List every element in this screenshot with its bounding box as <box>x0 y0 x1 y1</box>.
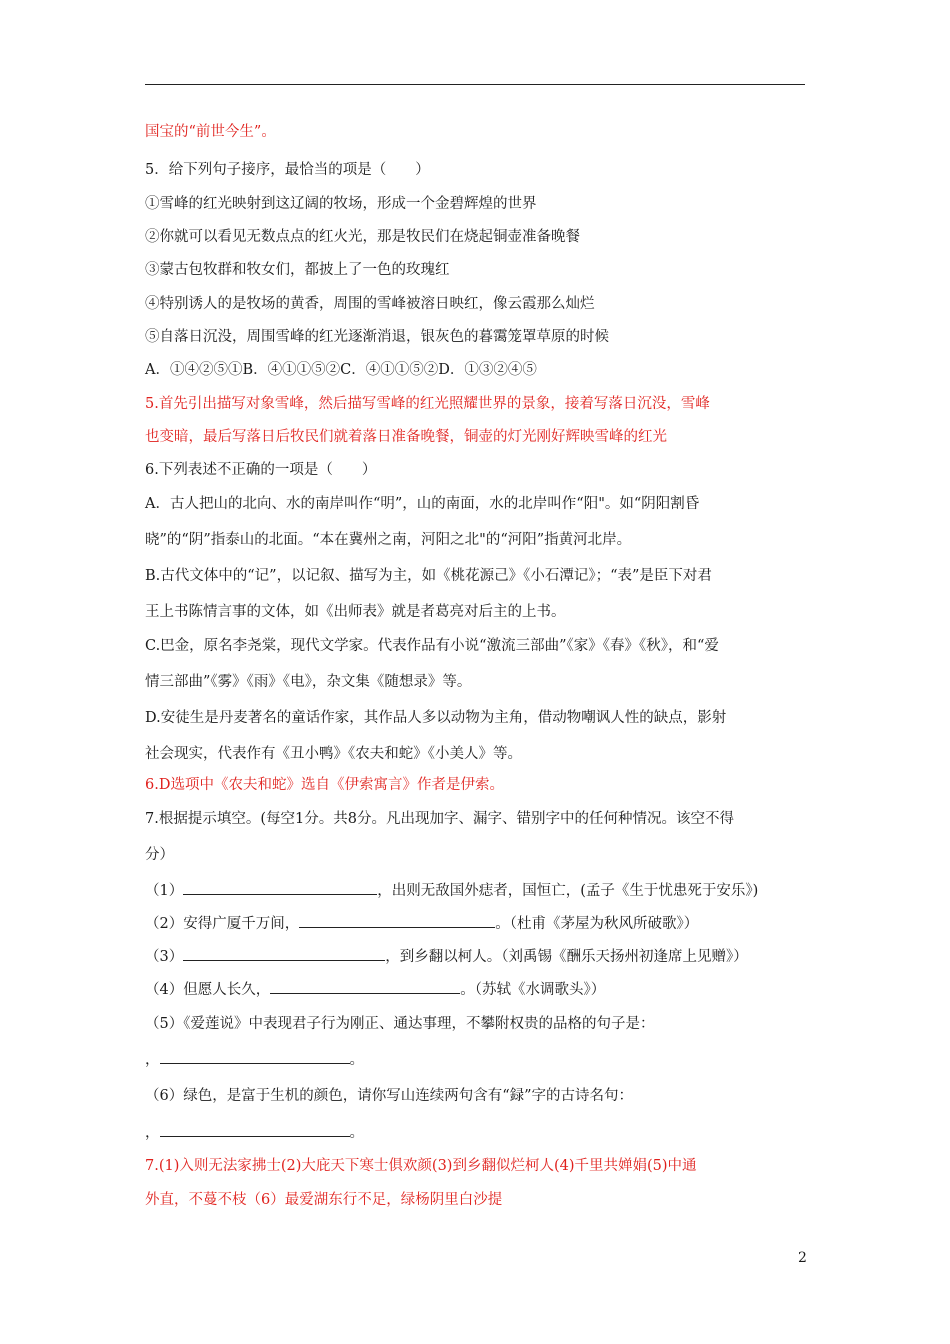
fill-3-blank[interactable] <box>183 946 385 961</box>
q5-item-1: ①雪峰的红光映射到这辽阔的牧场，形成一个金碧辉煌的世界 <box>145 196 537 212</box>
q6-line-4: 王上书陈情言事的文体，如《出师表》就是者葛亮对后主的上书。 <box>145 604 566 620</box>
fill-3-prefix: （3） <box>145 949 184 965</box>
fill-2-suffix: 。（杜甫《茅屋为秋风所破歌》） <box>495 916 699 932</box>
q7-fill-6-prompt: （6）绿色，是富于生机的颜色，请你写山连续两句含有“録”字的古诗名句： <box>145 1088 634 1104</box>
q7-answer-line-2: 外直，不蔓不枝（6）最爱湖东行不足，绿杨阴里白沙提 <box>145 1192 503 1208</box>
q5-item-2: ②你就可以看见无数点点的红火光，那是牧民们在烧起铜壶准备晚餐 <box>145 229 580 245</box>
q7-fill-4 <box>145 979 605 1000</box>
q6-line-5: C.巴金，原名李尧棠，现代文学家。代表作品有小说“激流三部曲”《家》《春》《秋》，和“爱 <box>145 638 719 654</box>
q5-options: A．①④②⑤①B．④①①⑤②C．④①①⑤②D．①③②④⑤ <box>145 362 537 378</box>
q7-fill-5 <box>145 1049 364 1070</box>
fill-6-prefix: ， <box>145 1125 160 1141</box>
q5-item-5: ⑤自落日沉没，周围雪峰的红光逐渐消退，银灰色的暮霭笼罩草原的时候 <box>145 329 609 345</box>
q5-item-3: ③蒙古包牧群和牧女们，都披上了一色的玫瑰红 <box>145 262 450 278</box>
fill-4-suffix: 。（苏轼《水调歌头》） <box>460 982 606 998</box>
q6-line-3: B.古代文体中的“记”，以记叙、描写为主，如《桃花源己》《小石潭记》；“表”是臣下对君 <box>145 568 712 584</box>
q5-answer-line-1: 5.首先引出描写对象雪峰，然后描写雪峰的红光照耀世界的景象，接着写落日沉没，雪峰 <box>145 396 710 412</box>
fill-6-blank[interactable] <box>160 1122 350 1137</box>
q7-fill-5-prompt: （5）《爱莲说》中表现君子行为刚正、通达事理，不攀附权贵的品格的句子是： <box>145 1016 655 1032</box>
fill-5-blank[interactable] <box>160 1049 350 1064</box>
fill-4-blank[interactable] <box>270 979 460 994</box>
page-number: 2 <box>798 1250 807 1266</box>
fill-6-suffix: 。 <box>349 1125 364 1141</box>
header-rule <box>145 84 805 85</box>
q7-fill-3 <box>145 946 748 967</box>
fill-4-prefix: （4）但愿人长久， <box>145 982 271 998</box>
q6-stem: 6.下列表述不正确的一项是（ ） <box>145 462 377 478</box>
q7-answer-line-1: 7.(1)入则无法家拂士(2)大庇天下寒士俱欢颜(3)到乡翻似烂柯人(4)千里共婵娟(5)中通 <box>145 1158 697 1174</box>
q6-answer: 6.D选项中《农夫和蛇》选自《伊索寓言》作者是伊索。 <box>145 777 504 793</box>
q7-stem-line-2: 分） <box>145 847 174 863</box>
q7-fill-6 <box>145 1122 364 1143</box>
q6-line-8: 社会现实，代表作有《丑小鸭》《农夫和蛇》《小美人》等。 <box>145 746 522 762</box>
q6-line-2: 晓”的“阴”指泰山的北面。“本在冀州之南，河阳之北"的“河阳”指黄河北岸。 <box>145 532 632 548</box>
fill-3-suffix: ，到乡翻以柯人。（刘禹锡《酬乐天扬州初逢席上见赠》） <box>385 949 748 965</box>
q7-stem-line-1: 7.根据提示填空。(每空1分。共8分。凡出现加字、漏字、错别字中的任何种情况。该空不得 <box>145 811 734 827</box>
fill-5-prefix: ， <box>145 1052 160 1068</box>
q5-stem: 5．给下列句子接序，最恰当的项是（ ） <box>145 162 430 178</box>
q5-answer-line-2: 也变暗，最后写落日后牧民们就着落日准备晚餐，铜壶的灯光刚好辉映雪峰的红光 <box>145 429 667 445</box>
fill-2-prefix: （2）安得广厦千万间， <box>145 916 300 932</box>
q7-fill-2 <box>145 913 698 934</box>
fill-1-suffix: ，出则无敌国外痣者，国恒亡，(孟子《生于忧患死于安乐》) <box>377 883 759 899</box>
q6-line-6: 情三部曲”《雾》《雨》《电》，杂文集《随想录》等。 <box>145 674 472 690</box>
q7-fill-1 <box>145 880 758 901</box>
q6-line-7: D.安徒生是丹麦著名的童话作家，其作品人多以动物为主角，借动物嘲讽人性的缺点，影射 <box>145 710 727 726</box>
fill-1-blank[interactable] <box>183 880 377 895</box>
fill-5-suffix: 。 <box>349 1052 364 1068</box>
q5-item-4: ④特别诱人的是牧场的黄香，周围的雪峰被溶日映红，像云霞那么灿烂 <box>145 296 595 312</box>
q6-line-1: A．古人把山的北向、水的南岸叫作“明”，山的南面，水的北岸叫作“阳"。如“阴阳割昏 <box>145 496 700 512</box>
fill-2-blank[interactable] <box>299 913 495 928</box>
fill-1-prefix: （1） <box>145 883 184 899</box>
intro-answer: 国宝的“前世今生”。 <box>145 124 276 140</box>
